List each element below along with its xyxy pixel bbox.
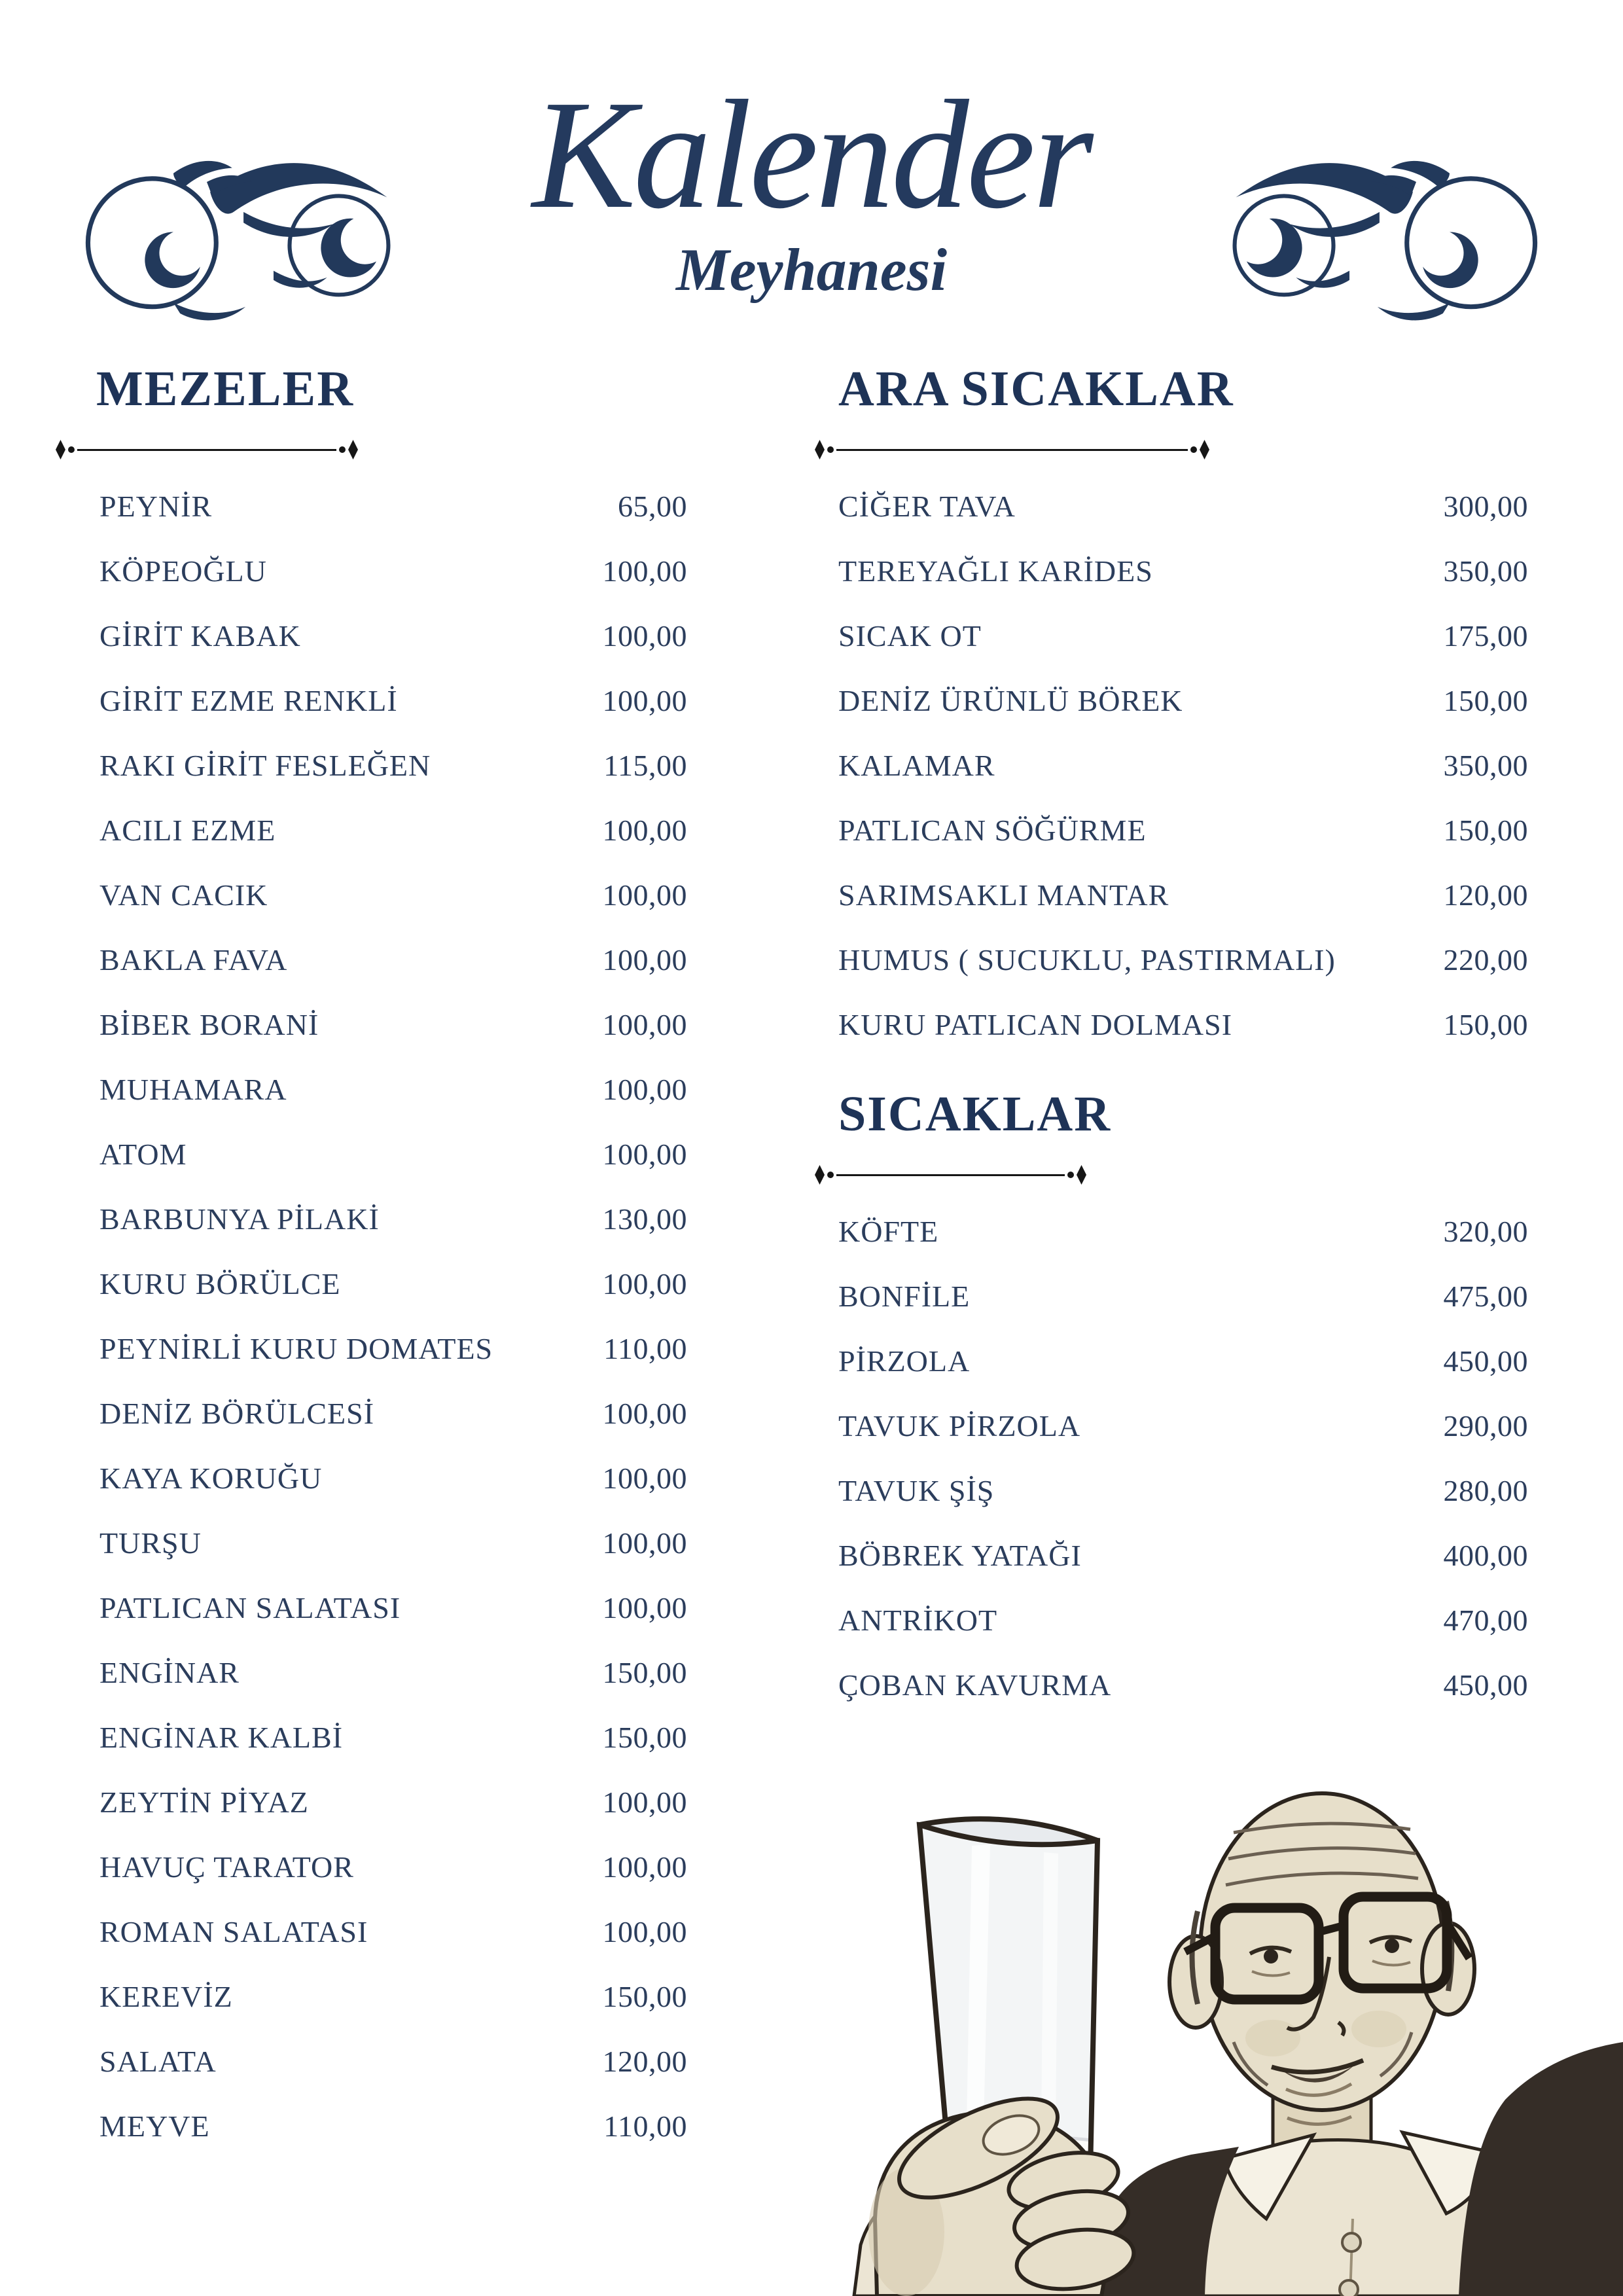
dot-ornament-icon bbox=[1190, 446, 1197, 453]
item-price: 100,00 bbox=[602, 814, 687, 847]
item-name: MUHAMARA bbox=[99, 1073, 287, 1106]
divider-line bbox=[836, 1174, 1065, 1176]
menu-item-row bbox=[815, 668, 1528, 733]
menu-item-row bbox=[56, 733, 687, 798]
item-price: 100,00 bbox=[602, 1462, 687, 1495]
menu-item-row bbox=[56, 927, 687, 992]
item-price: 450,00 bbox=[1443, 1668, 1528, 1702]
item-name: BAKLA FAVA bbox=[99, 943, 288, 977]
item-name: PEYNİRLİ KURU DOMATES bbox=[99, 1332, 493, 1365]
item-price: 65,00 bbox=[618, 490, 687, 523]
item-name: KURU BÖRÜLCE bbox=[99, 1267, 341, 1300]
item-name: BONFİLE bbox=[838, 1280, 971, 1313]
item-price: 100,00 bbox=[602, 619, 687, 653]
item-price: 470,00 bbox=[1443, 1604, 1528, 1637]
item-price: 300,00 bbox=[1443, 490, 1528, 523]
item-name: ZEYTİN PİYAZ bbox=[99, 1785, 309, 1819]
item-name: PİRZOLA bbox=[838, 1344, 971, 1378]
diamond-ornament-icon bbox=[56, 440, 65, 459]
item-name: PEYNİR bbox=[99, 490, 213, 523]
menu-item-row bbox=[56, 1057, 687, 1122]
diamond-ornament-icon bbox=[815, 440, 825, 459]
menu-item-row bbox=[815, 1653, 1528, 1717]
item-price: 100,00 bbox=[602, 1526, 687, 1560]
menu-item-row bbox=[815, 1588, 1528, 1653]
menu-item-row bbox=[815, 733, 1528, 798]
ornamental-divider bbox=[56, 440, 358, 459]
menu-item-row bbox=[56, 1899, 687, 1964]
menu-item-row bbox=[815, 1329, 1528, 1393]
item-price: 350,00 bbox=[1443, 554, 1528, 588]
menu-item-row bbox=[56, 1964, 687, 2029]
item-name: ANTRİKOT bbox=[838, 1604, 998, 1637]
item-price: 320,00 bbox=[1443, 1215, 1528, 1248]
item-name: TEREYAĞLI KARİDES bbox=[838, 554, 1153, 588]
menu-item-row bbox=[56, 539, 687, 603]
menu-item-row bbox=[56, 1511, 687, 1575]
item-price: 150,00 bbox=[602, 1721, 687, 1754]
item-name: HAVUÇ TARATOR bbox=[99, 1850, 354, 1884]
restaurant-name: Kalender bbox=[532, 69, 1091, 241]
item-name: PATLICAN SÖĞÜRME bbox=[838, 814, 1147, 847]
section-title: MEZELER bbox=[96, 361, 355, 416]
menu-item-row bbox=[56, 1446, 687, 1511]
item-price: 350,00 bbox=[1443, 749, 1528, 782]
item-price: 175,00 bbox=[1443, 619, 1528, 653]
item-name: ROMAN SALATASI bbox=[99, 1915, 368, 1948]
item-name: TURŞU bbox=[99, 1526, 202, 1560]
restaurant-subtitle: Meyhanesi bbox=[676, 236, 947, 303]
item-name: MEYVE bbox=[99, 2109, 210, 2143]
item-price: 130,00 bbox=[602, 1202, 687, 1236]
item-price: 475,00 bbox=[1443, 1280, 1528, 1313]
item-name: GİRİT KABAK bbox=[99, 619, 301, 653]
item-price: 150,00 bbox=[1443, 1008, 1528, 1041]
menu-item-row bbox=[56, 1835, 687, 1899]
item-price: 100,00 bbox=[602, 1397, 687, 1430]
menu-item-row bbox=[815, 1458, 1528, 1523]
section-sicaklar bbox=[815, 1086, 1528, 1702]
menu-item-row bbox=[56, 1251, 687, 1316]
item-name: KURU PATLICAN DOLMASI bbox=[838, 1008, 1233, 1041]
item-price: 290,00 bbox=[1443, 1409, 1528, 1443]
item-name: KÖFTE bbox=[838, 1215, 939, 1248]
menu-item-row bbox=[815, 1199, 1528, 1264]
menu-item-row bbox=[56, 603, 687, 668]
item-price: 100,00 bbox=[602, 1591, 687, 1624]
ornamental-divider bbox=[815, 440, 1209, 459]
item-price: 115,00 bbox=[603, 749, 687, 782]
item-name: SALATA bbox=[99, 2045, 217, 2078]
menu-item-row bbox=[56, 992, 687, 1057]
flourish-ornament-right-icon bbox=[1216, 111, 1550, 321]
diamond-ornament-icon bbox=[815, 1165, 825, 1185]
divider-line bbox=[77, 449, 336, 451]
menu-item-row bbox=[815, 863, 1528, 927]
menu-item-row bbox=[56, 1640, 687, 1705]
item-price: 100,00 bbox=[602, 1138, 687, 1171]
item-price: 100,00 bbox=[602, 684, 687, 717]
menu-item-row bbox=[56, 1770, 687, 1835]
item-name: KAYA KORUĞU bbox=[99, 1462, 323, 1495]
menu-item-row bbox=[56, 2094, 687, 2159]
item-name: KALAMAR bbox=[838, 749, 995, 782]
menu-item-row bbox=[56, 1187, 687, 1251]
menu-item-row bbox=[56, 2029, 687, 2094]
item-name: CİĞER TAVA bbox=[838, 490, 1016, 523]
item-name: SARIMSAKLI MANTAR bbox=[838, 878, 1169, 912]
menu-item-row bbox=[56, 798, 687, 863]
menu-item-row bbox=[815, 1393, 1528, 1458]
item-price: 450,00 bbox=[1443, 1344, 1528, 1378]
menu-item-row bbox=[815, 603, 1528, 668]
dot-ornament-icon bbox=[827, 446, 834, 453]
item-price: 100,00 bbox=[602, 1850, 687, 1884]
item-name: PATLICAN SALATASI bbox=[99, 1591, 401, 1624]
item-price: 280,00 bbox=[1443, 1474, 1528, 1507]
dot-ornament-icon bbox=[1067, 1172, 1074, 1178]
menu-item-row bbox=[815, 992, 1528, 1057]
item-name: ENGİNAR KALBİ bbox=[99, 1721, 344, 1754]
dot-ornament-icon bbox=[339, 446, 346, 453]
item-name: BÖBREK YATAĞI bbox=[838, 1539, 1082, 1572]
item-price: 100,00 bbox=[602, 1267, 687, 1300]
item-name: TAVUK PİRZOLA bbox=[838, 1409, 1081, 1443]
divider-line bbox=[836, 449, 1188, 451]
item-name: DENİZ ÜRÜNLÜ BÖREK bbox=[838, 684, 1183, 717]
menu-item-row bbox=[815, 1523, 1528, 1588]
section-title: SICAKLAR bbox=[838, 1086, 1112, 1141]
item-name: ENGİNAR bbox=[99, 1656, 240, 1689]
item-price: 220,00 bbox=[1443, 943, 1528, 977]
dot-ornament-icon bbox=[827, 1172, 834, 1178]
item-name: KÖPEOĞLU bbox=[99, 554, 267, 588]
item-price: 100,00 bbox=[602, 1008, 687, 1041]
item-name: HUMUS ( SUCUKLU, PASTIRMALI) bbox=[838, 943, 1336, 977]
item-price: 100,00 bbox=[602, 1073, 687, 1106]
item-price: 100,00 bbox=[602, 1785, 687, 1819]
menu-item-row bbox=[815, 1264, 1528, 1329]
section-mezeler bbox=[56, 361, 687, 2143]
item-price: 150,00 bbox=[602, 1656, 687, 1689]
item-price: 150,00 bbox=[1443, 814, 1528, 847]
menu-item-row bbox=[56, 668, 687, 733]
menu-item-row bbox=[56, 1122, 687, 1187]
item-name: BİBER BORANİ bbox=[99, 1008, 319, 1041]
item-name: ÇOBAN KAVURMA bbox=[838, 1668, 1112, 1702]
item-price: 110,00 bbox=[603, 1332, 687, 1365]
item-price: 100,00 bbox=[602, 554, 687, 588]
menu-item-row bbox=[56, 1316, 687, 1381]
section-title: ARA SICAKLAR bbox=[838, 361, 1234, 416]
item-name: ACILI EZME bbox=[99, 814, 276, 847]
menu-item-row bbox=[815, 927, 1528, 992]
diamond-ornament-icon bbox=[348, 440, 358, 459]
item-price: 120,00 bbox=[1443, 878, 1528, 912]
item-price: 100,00 bbox=[602, 1915, 687, 1948]
menu-item-list bbox=[815, 1199, 1528, 1717]
item-name: RAKI GİRİT FESLEĞEN bbox=[99, 749, 431, 782]
menu-item-row bbox=[56, 1381, 687, 1446]
ornamental-divider bbox=[815, 1165, 1086, 1185]
item-price: 110,00 bbox=[603, 2109, 687, 2143]
item-price: 400,00 bbox=[1443, 1539, 1528, 1572]
item-name: DENİZ BÖRÜLCESİ bbox=[99, 1397, 375, 1430]
menu-item-row bbox=[815, 798, 1528, 863]
item-name: VAN CACIK bbox=[99, 878, 268, 912]
menu-item-list bbox=[56, 474, 687, 2159]
section-ara-sicaklar bbox=[815, 361, 1528, 1041]
item-name: SICAK OT bbox=[838, 619, 982, 653]
diamond-ornament-icon bbox=[1200, 440, 1209, 459]
item-price: 100,00 bbox=[602, 878, 687, 912]
menu-item-row bbox=[56, 1575, 687, 1640]
item-name: ATOM bbox=[99, 1138, 187, 1171]
menu-item-list bbox=[815, 474, 1528, 1057]
menu-item-row bbox=[56, 474, 687, 539]
item-name: KEREVİZ bbox=[99, 1980, 233, 2013]
item-price: 150,00 bbox=[602, 1980, 687, 2013]
item-name: GİRİT EZME RENKLİ bbox=[99, 684, 398, 717]
item-name: TAVUK ŞİŞ bbox=[838, 1474, 995, 1507]
item-name: BARBUNYA PİLAKİ bbox=[99, 1202, 380, 1236]
menu-item-row bbox=[56, 1705, 687, 1770]
menu-item-row bbox=[815, 539, 1528, 603]
dot-ornament-icon bbox=[68, 446, 75, 453]
menu-item-row bbox=[56, 863, 687, 927]
item-price: 100,00 bbox=[602, 943, 687, 977]
item-price: 150,00 bbox=[1443, 684, 1528, 717]
diamond-ornament-icon bbox=[1077, 1165, 1086, 1185]
old-man-raki-toast-illustration bbox=[815, 1761, 1623, 2296]
item-price: 120,00 bbox=[602, 2045, 687, 2078]
menu-item-row bbox=[815, 474, 1528, 539]
